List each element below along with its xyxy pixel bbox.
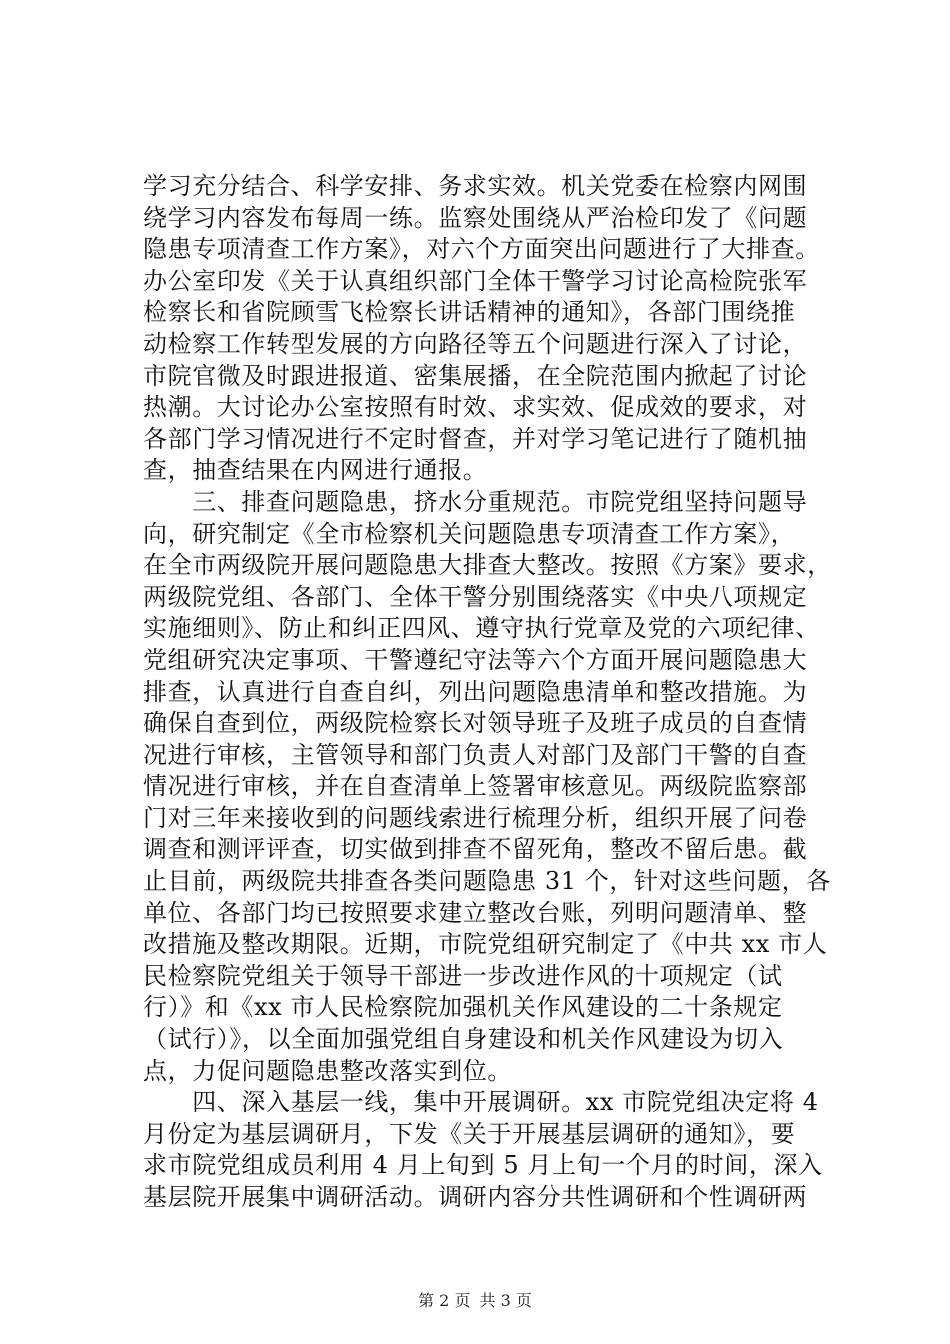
page-total: 共 3 页 xyxy=(479,1291,532,1310)
text-line: 学习充分结合、科学安排、务求实效。机关党委在检察内网围 xyxy=(143,172,808,200)
text-line: 办公室印发《关于认真组织部门全体干警学习讨论高检院张军 xyxy=(143,266,808,295)
page-footer xyxy=(0,1288,950,1311)
text-line: 况进行审核，主管领导和部门负责人对部门及部门干警的自查 xyxy=(143,740,808,769)
text-line: 点，力促问题隐患整改落实到位。 xyxy=(143,1056,512,1085)
text-line: 行）》和《xx 市人民检察院加强机关作风建设的二十条规定 xyxy=(143,993,783,1022)
text-line: 情况进行审核，并在自查清单上签署审核意见。两级院监察部 xyxy=(143,772,808,801)
paragraph-start-line: 三、排查问题隐患，挤水分重规范。市院党组坚持问题导 xyxy=(143,487,808,516)
text-line: 在全市两级院开展问题隐患大排查大整改。按照《方案》要求， xyxy=(143,551,832,580)
text-line: 确保自查到位，两级院检察长对领导班子及班子成员的自查情 xyxy=(143,709,808,738)
text-line: 民检察院党组关于领导干部进一步改进作风的十项规定（试 xyxy=(143,961,783,990)
paragraph-start-line: 四、深入基层一线，集中开展调研。xx 市院党组决定将 4 xyxy=(143,1088,819,1117)
text-line: 市院官微及时跟进报道、密集展播，在全院范围内掀起了讨论 xyxy=(143,361,808,390)
text-line: 向，研究制定《全市检察机关问题隐患专项清查工作方案》， xyxy=(143,519,796,548)
text-line: 单位、各部门均已按照要求建立整改台账，列明问题清单、整 xyxy=(143,898,808,927)
text-line: 调查和测评评查，切实做到排查不留死角，整改不留后患。截 xyxy=(143,835,808,864)
text-line: 各部门学习情况进行不定时督查，并对学习笔记进行了随机抽 xyxy=(143,424,808,453)
text-line: 月份定为基层调研月，下发《关于开展基层调研的通知》，要 xyxy=(143,1119,796,1148)
text-line: 实施细则》、防止和纠正四风、遵守执行党章及党的六项纪律、 xyxy=(143,614,820,643)
text-line: 热潮。大讨论办公室按照有时效、求实效、促成效的要求，对 xyxy=(143,393,808,422)
text-line: 门对三年来接收到的问题线索进行梳理分析，组织开展了问卷 xyxy=(143,803,808,832)
text-line: 改措施及整改期限。近期，市院党组研究制定了《中共 xx 市人 xyxy=(143,930,828,959)
text-line: 基层院开展集中调研活动。调研内容分共性调研和个性调研两 xyxy=(143,1183,808,1211)
text-line: 两级院党组、各部门、全体干警分别围绕落实《中央八项规定 xyxy=(143,582,808,611)
text-line: 动检察工作转型发展的方向路径等五个问题进行深入了讨论， xyxy=(143,329,808,358)
text-line: 隐患专项清查工作方案》，对六个方面突出问题进行了大排查。 xyxy=(143,235,820,264)
text-line: 排查，认真进行自查自纠，列出问题隐患清单和整改措施。为 xyxy=(143,677,808,706)
text-line: 止目前，两级院共排查各类问题隐患 31 个，针对这些问题，各 xyxy=(143,867,831,896)
text-line: （试行）》，以全面加强党组自身建设和机关作风建设为切入 xyxy=(143,1025,784,1054)
page-number: 第 2 页 xyxy=(418,1291,471,1310)
text-line: 查，抽查结果在内网进行通报。 xyxy=(143,456,488,485)
text-line: 求市院党组成员利用 4 月上旬到 5 月上旬一个月的时间，深入 xyxy=(143,1151,823,1180)
text-line: 检察长和省院顾雪飞检察长讲话精神的通知》，各部门围绕推 xyxy=(143,298,796,327)
document-body xyxy=(143,171,843,1214)
text-line: 党组研究决定事项、干警遵纪守法等六个方面开展问题隐患大 xyxy=(143,645,808,674)
text-line: 绕学习内容发布每周一练。监察处围绕从严治检印发了《问题 xyxy=(143,203,808,232)
